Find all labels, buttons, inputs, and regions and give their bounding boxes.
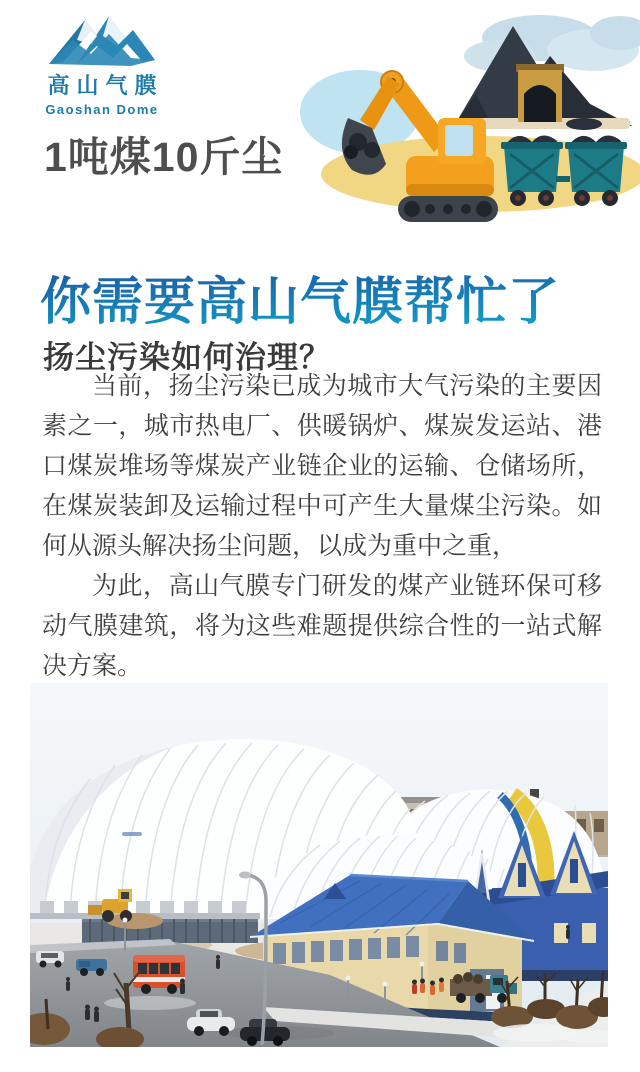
hero-illustration [288, 0, 640, 232]
paragraph: 当前，扬尘污染已成为城市大气污染的主要因素之一，城市热电厂、供暖锅炉、煤炭发运站、港口煤炭堆场等煤炭产业链企业的运输、仓储场所，在煤炭装卸及运输过程中可产生大量煤尘污染。如何从源头解决扬尘问题，以成为重中之重， [42, 372, 602, 560]
air-dome-photo [30, 683, 608, 1047]
dome-logo-mark [122, 832, 142, 836]
air-dome-campus-scene [30, 683, 608, 1047]
main-title: 你需要高山气膜帮忙了 [40, 260, 560, 334]
article-body [42, 366, 602, 686]
paragraph: 为此，高山气膜专门研发的煤产业链环保可移动气膜建筑，将为这些难题提供综合性的一站式解决方案。 [42, 572, 602, 680]
logo [34, 10, 170, 117]
cart-coupler [556, 176, 570, 182]
logo-name-en: Gaoshan Dome [45, 102, 159, 117]
tagline: 1吨煤10斤尘 [44, 134, 284, 180]
logo-name-cn: 高山气膜 [47, 73, 164, 98]
mountain-peaks-icon [47, 10, 157, 68]
section-heading: 扬尘污染如何治理？ [43, 339, 331, 375]
excavator-coal-mine-illustration [288, 0, 640, 232]
